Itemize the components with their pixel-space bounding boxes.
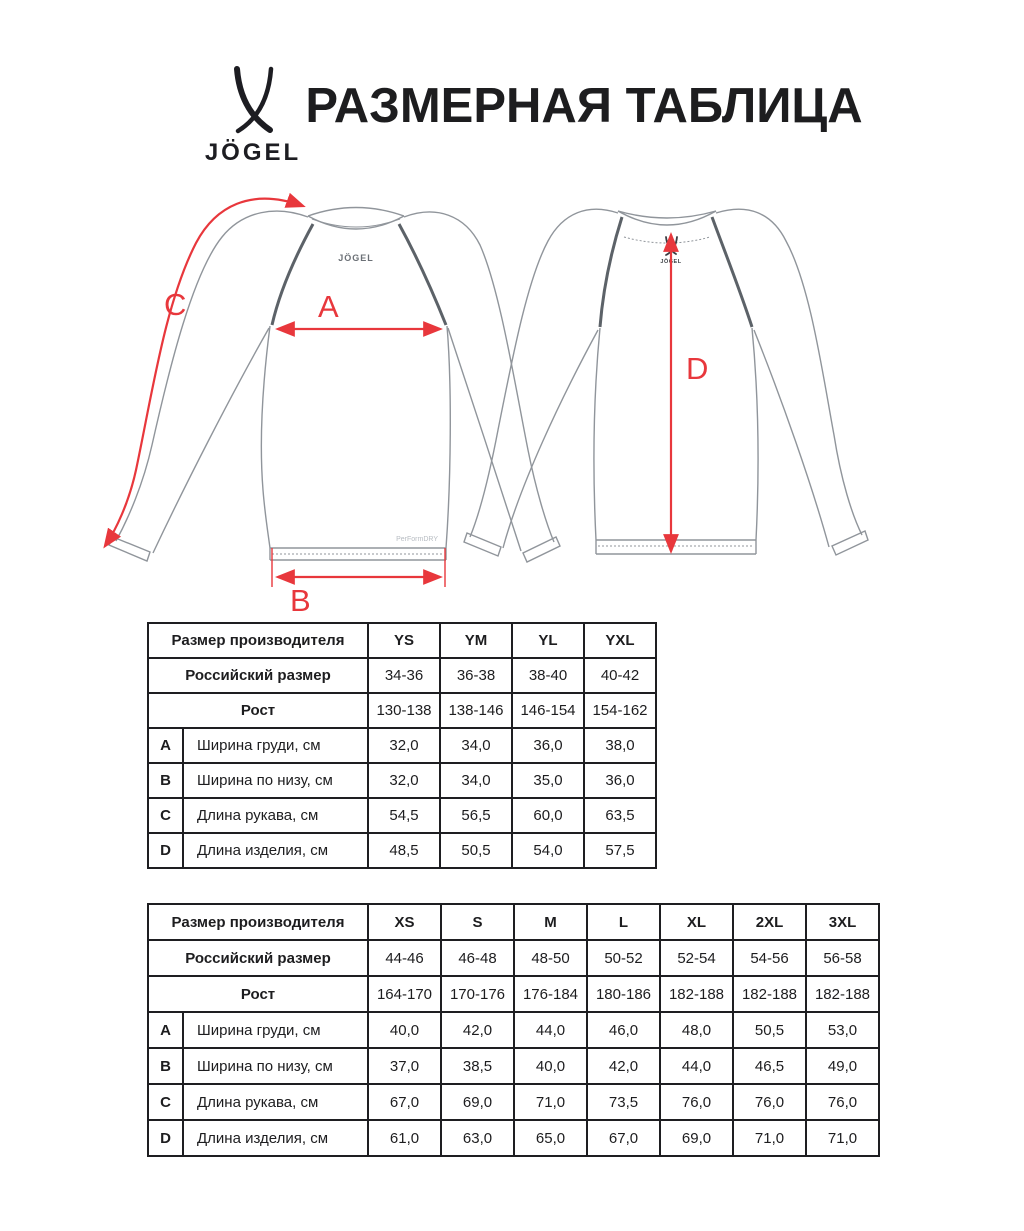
measurement-value: 56,5 bbox=[440, 798, 512, 833]
height-row bbox=[148, 693, 656, 728]
measurement-label: Длина рукава, см bbox=[183, 798, 368, 833]
measure-label-a: A bbox=[318, 289, 339, 324]
measurement-value: 48,5 bbox=[368, 833, 440, 868]
measurement-value: 53,0 bbox=[806, 1012, 879, 1048]
height-value: 182-188 bbox=[733, 976, 806, 1012]
measurement-value: 76,0 bbox=[733, 1084, 806, 1120]
shirt-drawing-svg bbox=[0, 185, 1024, 625]
size-table bbox=[147, 903, 880, 1157]
measurement-letter: C bbox=[148, 798, 183, 833]
measurement-value: 69,0 bbox=[660, 1120, 733, 1156]
russian-size-row bbox=[148, 658, 656, 693]
measurement-letter: D bbox=[148, 833, 183, 868]
manufacturer-size-label: Размер производителя bbox=[148, 623, 368, 658]
measure-label-d: D bbox=[686, 351, 709, 386]
size-column-header: 2XL bbox=[733, 904, 806, 940]
front-chest-logo-text: JÖGEL bbox=[338, 253, 374, 263]
russian-size-value: 48-50 bbox=[514, 940, 587, 976]
height-value: 180-186 bbox=[587, 976, 660, 1012]
russian-size-value: 40-42 bbox=[584, 658, 656, 693]
measurement-value: 71,0 bbox=[806, 1120, 879, 1156]
measurement-value: 32,0 bbox=[368, 728, 440, 763]
measurement-value: 35,0 bbox=[512, 763, 584, 798]
measurement-value: 50,5 bbox=[733, 1012, 806, 1048]
measurement-row bbox=[148, 798, 656, 833]
measurement-value: 67,0 bbox=[587, 1120, 660, 1156]
height-row bbox=[148, 976, 879, 1012]
size-column-header: S bbox=[441, 904, 514, 940]
measure-arrow-c bbox=[105, 199, 303, 546]
measurement-value: 34,0 bbox=[440, 763, 512, 798]
measurement-value: 69,0 bbox=[441, 1084, 514, 1120]
measurement-letter: B bbox=[148, 763, 183, 798]
measurement-value: 36,0 bbox=[584, 763, 656, 798]
measurement-value: 46,0 bbox=[587, 1012, 660, 1048]
measurement-value: 42,0 bbox=[441, 1012, 514, 1048]
russian-size-value: 36-38 bbox=[440, 658, 512, 693]
size-column-header: YXL bbox=[584, 623, 656, 658]
measure-label-b: B bbox=[290, 583, 311, 618]
measurement-row bbox=[148, 833, 656, 868]
height-label: Рост bbox=[148, 976, 368, 1012]
height-value: 146-154 bbox=[512, 693, 584, 728]
russian-size-label: Российский размер bbox=[148, 658, 368, 693]
measurement-value: 73,5 bbox=[587, 1084, 660, 1120]
measurement-value: 32,0 bbox=[368, 763, 440, 798]
measurement-row bbox=[148, 1012, 879, 1048]
height-value: 154-162 bbox=[584, 693, 656, 728]
russian-size-value: 38-40 bbox=[512, 658, 584, 693]
measurement-value: 61,0 bbox=[368, 1120, 441, 1156]
front-fabric-label-text: PerFormDRY bbox=[396, 536, 438, 543]
size-column-header: M bbox=[514, 904, 587, 940]
measurement-value: 65,0 bbox=[514, 1120, 587, 1156]
measurement-value: 49,0 bbox=[806, 1048, 879, 1084]
measurement-value: 76,0 bbox=[806, 1084, 879, 1120]
measurement-value: 37,0 bbox=[368, 1048, 441, 1084]
adult-size-table bbox=[147, 903, 880, 1157]
measurement-label: Ширина по низу, см bbox=[183, 1048, 368, 1084]
russian-size-value: 34-36 bbox=[368, 658, 440, 693]
manufacturer-size-row bbox=[148, 623, 656, 658]
height-value: 182-188 bbox=[806, 976, 879, 1012]
height-value: 182-188 bbox=[660, 976, 733, 1012]
size-column-header: L bbox=[587, 904, 660, 940]
russian-size-value: 52-54 bbox=[660, 940, 733, 976]
measurement-label: Длина рукава, см bbox=[183, 1084, 368, 1120]
measurement-value: 71,0 bbox=[733, 1120, 806, 1156]
measurement-label: Ширина по низу, см bbox=[183, 763, 368, 798]
size-column-header: YS bbox=[368, 623, 440, 658]
front-shirt-drawing bbox=[109, 208, 560, 563]
size-column-header: XS bbox=[368, 904, 441, 940]
measurement-value: 38,5 bbox=[441, 1048, 514, 1084]
measurement-value: 36,0 bbox=[512, 728, 584, 763]
measurement-letter: D bbox=[148, 1120, 183, 1156]
measurement-row bbox=[148, 1048, 879, 1084]
size-column-header: 3XL bbox=[806, 904, 879, 940]
back-neck-logo-text: JÖGEL bbox=[660, 259, 682, 265]
page-title: РАЗМЕРНАЯ ТАБЛИЦА bbox=[305, 79, 863, 133]
brand-wordmark: JÖGEL bbox=[204, 139, 302, 166]
size-column-header: YL bbox=[512, 623, 584, 658]
back-measure-annotations bbox=[671, 235, 708, 551]
measurement-value: 57,5 bbox=[584, 833, 656, 868]
russian-size-value: 44-46 bbox=[368, 940, 441, 976]
russian-size-value: 54-56 bbox=[733, 940, 806, 976]
measurement-value: 54,5 bbox=[368, 798, 440, 833]
measurement-label: Ширина груди, см bbox=[183, 728, 368, 763]
measurement-value: 63,5 bbox=[584, 798, 656, 833]
measurement-value: 42,0 bbox=[587, 1048, 660, 1084]
measurement-label: Ширина груди, см bbox=[183, 1012, 368, 1048]
measurement-value: 71,0 bbox=[514, 1084, 587, 1120]
measurement-letter: A bbox=[148, 728, 183, 763]
measurement-value: 50,5 bbox=[440, 833, 512, 868]
garment-diagram bbox=[0, 185, 1024, 625]
height-value: 138-146 bbox=[440, 693, 512, 728]
measurement-value: 63,0 bbox=[441, 1120, 514, 1156]
measurement-value: 46,5 bbox=[733, 1048, 806, 1084]
measurement-value: 40,0 bbox=[368, 1012, 441, 1048]
manufacturer-size-row bbox=[148, 904, 879, 940]
measurement-row bbox=[148, 1120, 879, 1156]
measurement-value: 76,0 bbox=[660, 1084, 733, 1120]
measurement-value: 67,0 bbox=[368, 1084, 441, 1120]
measurement-value: 48,0 bbox=[660, 1012, 733, 1048]
measurement-value: 38,0 bbox=[584, 728, 656, 763]
back-shirt-drawing bbox=[464, 209, 868, 556]
measurement-value: 44,0 bbox=[660, 1048, 733, 1084]
height-value: 170-176 bbox=[441, 976, 514, 1012]
measurement-value: 54,0 bbox=[512, 833, 584, 868]
measurement-value: 60,0 bbox=[512, 798, 584, 833]
height-label: Рост bbox=[148, 693, 368, 728]
russian-size-value: 46-48 bbox=[441, 940, 514, 976]
height-value: 164-170 bbox=[368, 976, 441, 1012]
youth-size-table bbox=[147, 622, 657, 869]
measurement-value: 40,0 bbox=[514, 1048, 587, 1084]
measurement-label: Длина изделия, см bbox=[183, 1120, 368, 1156]
measurement-letter: C bbox=[148, 1084, 183, 1120]
russian-size-row bbox=[148, 940, 879, 976]
measurement-value: 44,0 bbox=[514, 1012, 587, 1048]
manufacturer-size-label: Размер производителя bbox=[148, 904, 368, 940]
measurement-row bbox=[148, 728, 656, 763]
measurement-letter: A bbox=[148, 1012, 183, 1048]
measurement-value: 34,0 bbox=[440, 728, 512, 763]
measurement-row bbox=[148, 1084, 879, 1120]
front-measure-annotations bbox=[105, 199, 445, 618]
size-column-header: YM bbox=[440, 623, 512, 658]
height-value: 176-184 bbox=[514, 976, 587, 1012]
size-table bbox=[147, 622, 657, 869]
measurement-label: Длина изделия, см bbox=[183, 833, 368, 868]
measurement-letter: B bbox=[148, 1048, 183, 1084]
russian-size-label: Российский размер bbox=[148, 940, 368, 976]
measurement-row bbox=[148, 763, 656, 798]
height-value: 130-138 bbox=[368, 693, 440, 728]
russian-size-value: 50-52 bbox=[587, 940, 660, 976]
size-column-header: XL bbox=[660, 904, 733, 940]
russian-size-value: 56-58 bbox=[806, 940, 879, 976]
measure-label-c: C bbox=[164, 287, 187, 322]
